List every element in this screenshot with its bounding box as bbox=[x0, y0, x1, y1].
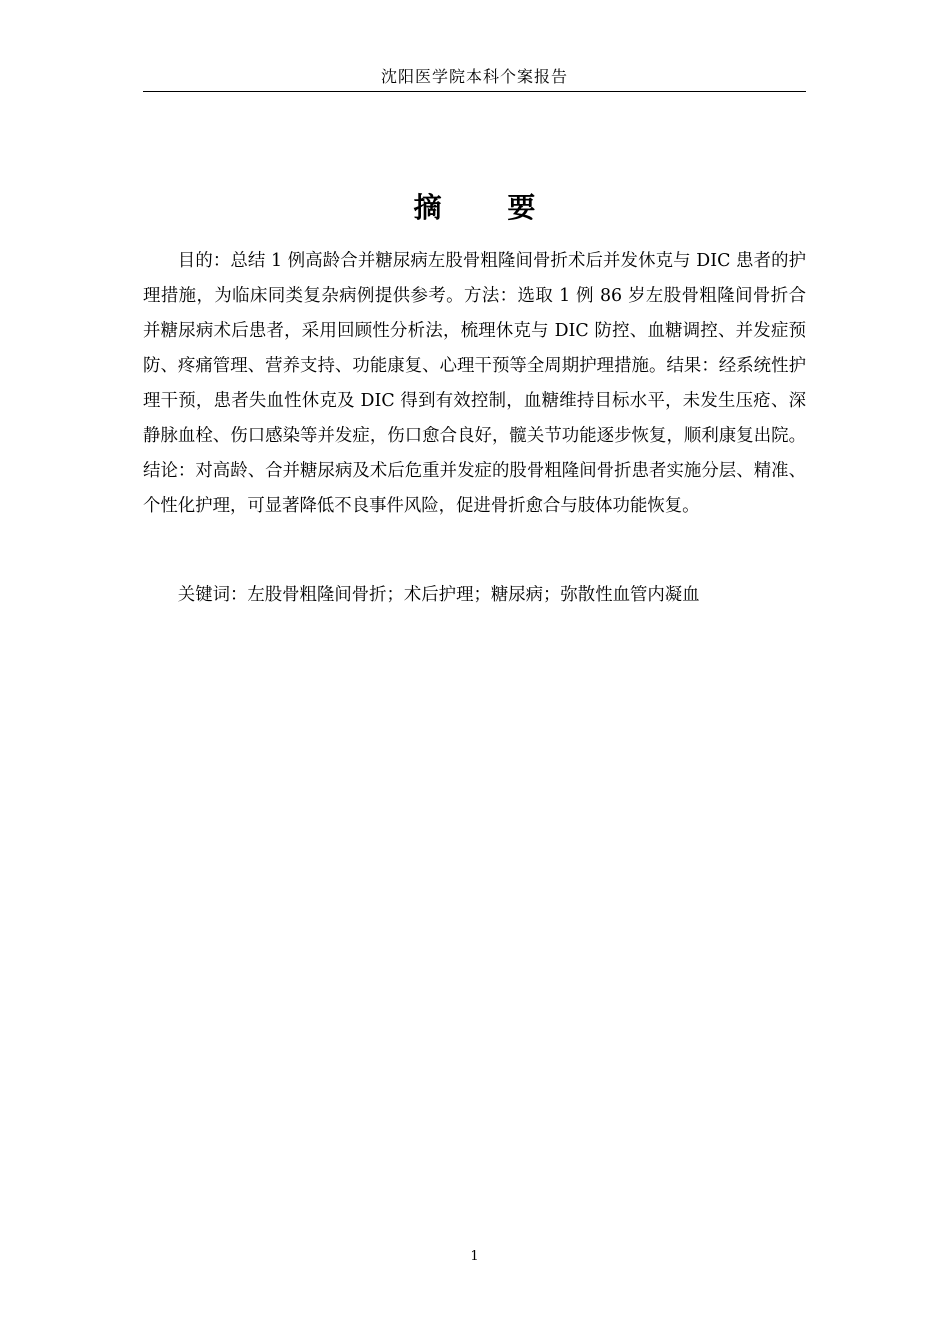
keywords-line bbox=[143, 578, 806, 613]
abstract-title: 摘 要 bbox=[413, 191, 564, 224]
conclusion-text: 对高龄、合并糖尿病及术后危重并发症的股骨粗隆间骨折患者实施分层、精准、个性化护理，可显著降低不良事件风险，促进骨折愈合与肢体功能恢复。 bbox=[143, 461, 806, 516]
objective-text: 总结 1 例高龄合并糖尿病左股骨粗隆间骨折术后并发休克与 DIC 患者的护理措施，为临床同类复杂病例提供参考。 bbox=[143, 251, 806, 306]
methods-text: 选取 1 例 86 岁左股骨粗隆间骨折合并糖尿病术后患者，采用回顾性分析法，梳理休克与 DIC 防控、血糖调控、并发症预防、疼痛管理、营养支持、功能康复、心理干预等全周期护理措施。 bbox=[143, 286, 806, 376]
objective-label: 目的： bbox=[177, 251, 231, 271]
keywords-text: 左股骨粗隆间骨折；术后护理；糖尿病；弥散性血管内凝血 bbox=[247, 585, 700, 605]
header-rule bbox=[143, 91, 806, 92]
methods-label: 方法： bbox=[464, 286, 518, 306]
abstract-paragraph bbox=[143, 244, 806, 524]
conclusion-label: 结论： bbox=[143, 461, 196, 481]
running-header: 沈阳医学院本科个案报告 bbox=[380, 67, 568, 86]
results-label: 结果： bbox=[666, 356, 719, 376]
page-number: 1 bbox=[470, 1249, 479, 1264]
results-text: 经系统性护理干预，患者失血性休克及 DIC 得到有效控制，血糖维持目标水平，未发生压疮、深静脉血栓、伤口感染等并发症，伤口愈合良好，髋关节功能逐步恢复，顺利康复出院。 bbox=[143, 356, 806, 446]
keywords-label: 关键词： bbox=[177, 585, 248, 605]
